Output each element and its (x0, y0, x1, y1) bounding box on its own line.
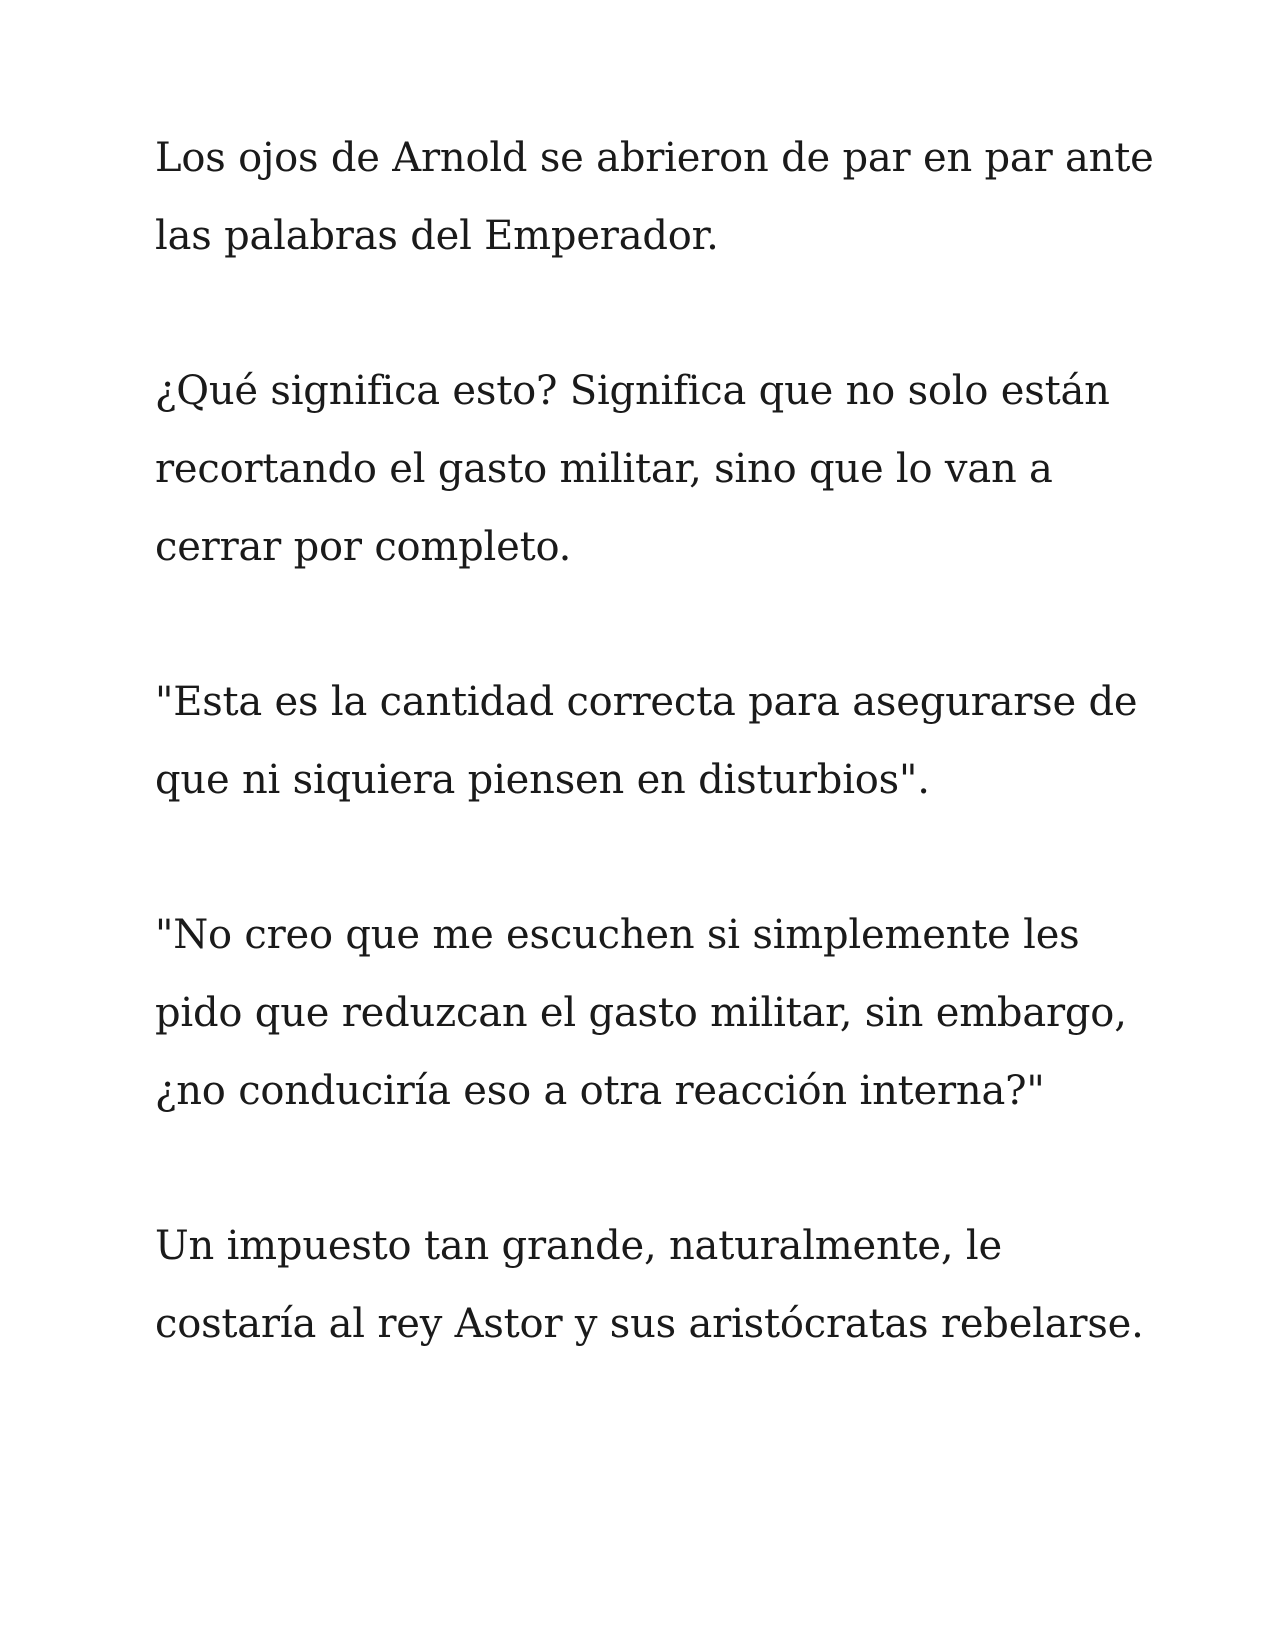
paragraph-line: "Esta es la cantidad correcta para asegurarse de (155, 679, 1138, 725)
paragraph-line: ¿no conduciría eso a otra reacción interna?" (155, 1068, 1045, 1114)
paragraph-3 (155, 663, 1145, 819)
paragraph-line: cerrar por completo. (155, 524, 572, 570)
paragraph-4 (155, 896, 1145, 1130)
paragraph-line: Un impuesto tan grande, naturalmente, le (155, 1223, 1003, 1269)
paragraph-line: costaría al rey Astor y sus aristócratas rebelarse. (155, 1301, 1144, 1347)
paragraph-1 (155, 119, 1154, 275)
paragraph-line: recortando el gasto militar, sino que lo van a (155, 446, 1053, 492)
paragraph-line: pido que reduzcan el gasto militar, sin embargo, (155, 990, 1127, 1036)
paragraph-2 (155, 352, 1145, 586)
paragraph-5 (155, 1207, 1145, 1363)
paragraph-line: Los ojos de Arnold se abrieron de par en par ante (155, 135, 1154, 181)
paragraph-line: ¿Qué significa esto? Significa que no solo están (155, 368, 1110, 414)
paragraph-line: "No creo que me escuchen si simplemente les (155, 912, 1080, 958)
paragraph-line: las palabras del Emperador. (155, 213, 719, 259)
paragraph-line: que ni siquiera piensen en disturbios". (155, 757, 930, 803)
